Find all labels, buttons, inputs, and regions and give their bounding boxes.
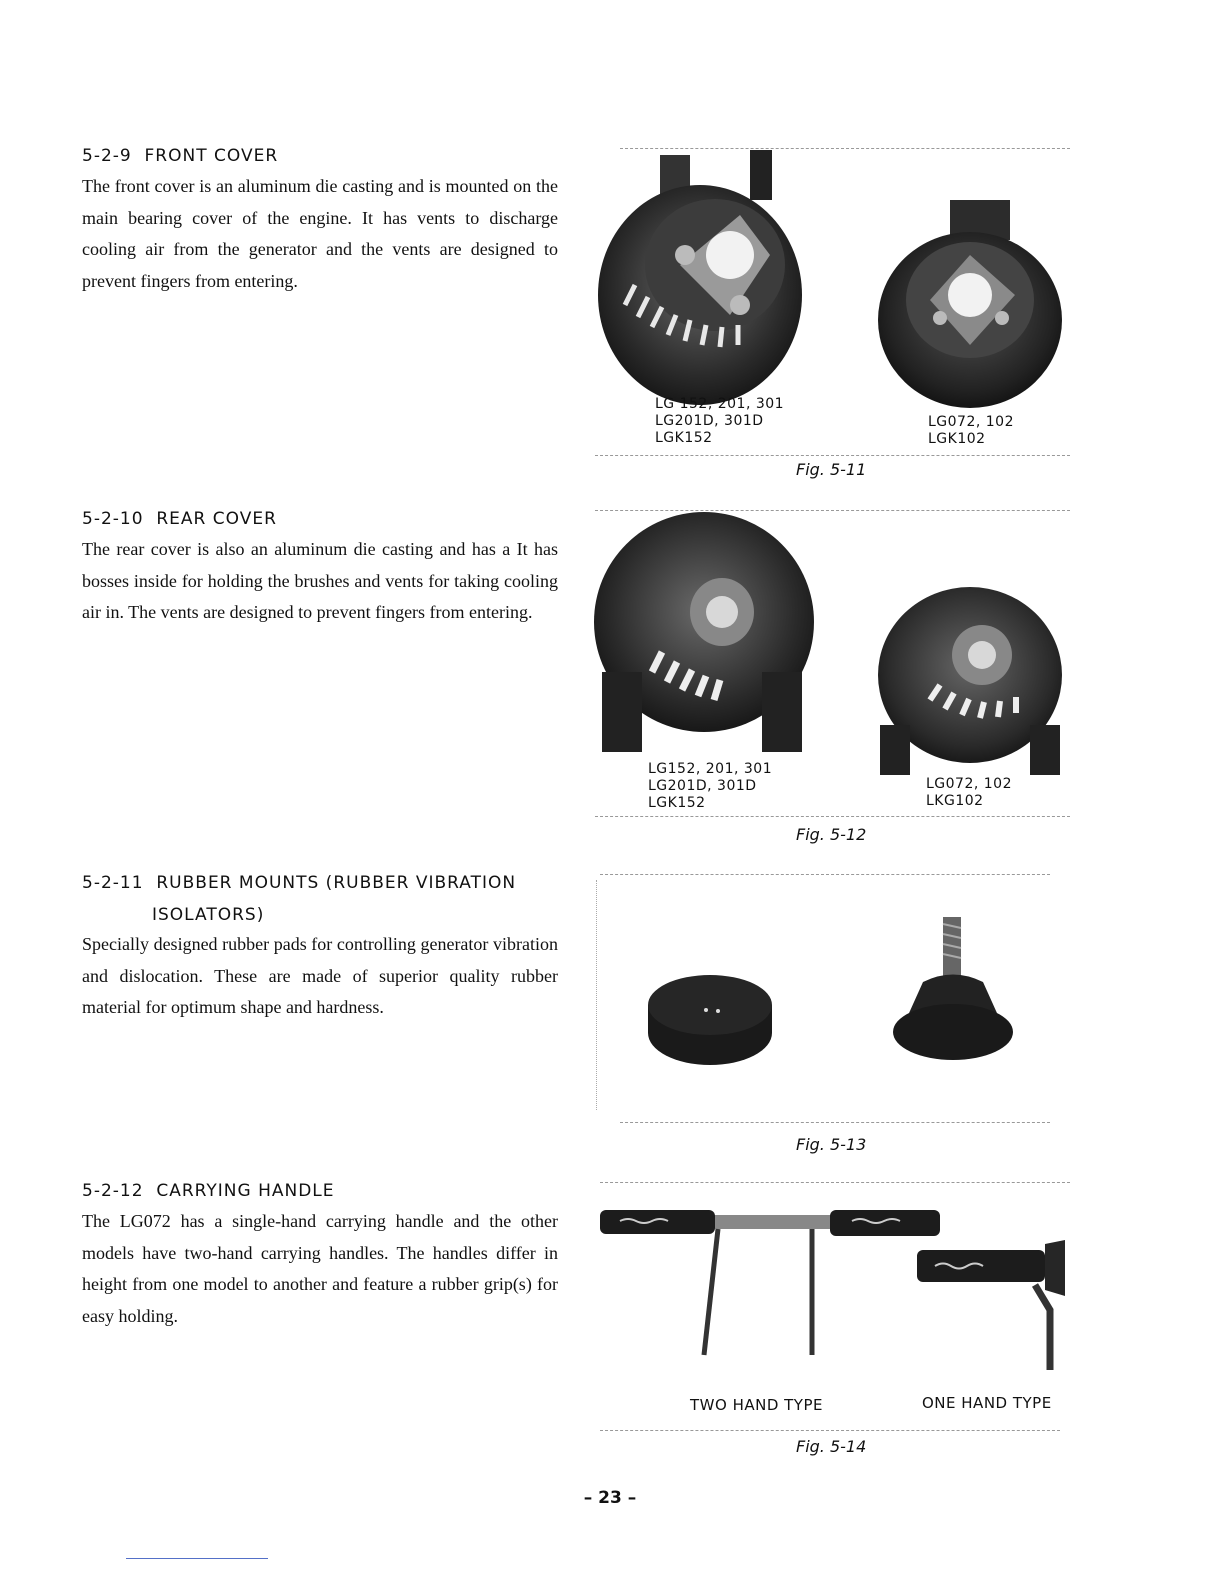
figure-label-left: LG152, 201, 301 LG201D, 301D LGK152 bbox=[648, 761, 773, 811]
footer-rule bbox=[126, 1558, 268, 1559]
figure-border bbox=[600, 874, 1050, 875]
section-heading-front-cover bbox=[82, 146, 278, 166]
two-hand-handle-image bbox=[600, 1205, 945, 1370]
section-title: REAR COVER bbox=[156, 509, 277, 529]
section-number: 5-2-10 bbox=[82, 509, 144, 529]
figure-border bbox=[596, 880, 597, 1110]
rubber-pad-image bbox=[648, 975, 773, 1067]
section-body-carrying-handle: The LG072 has a single-hand carrying handle and the other models have two-hand carrying handles. The handles differ in height from one model to another and feature a rubber grip(s) for easy holding. bbox=[82, 1211, 558, 1326]
section-title-line2: ISOLATORS) bbox=[152, 905, 265, 925]
figure-label-right: LG072, 102 LKG102 bbox=[926, 776, 1012, 809]
figure-label-right: LG072, 102 LGK102 bbox=[928, 414, 1014, 447]
front-cover-large-image bbox=[590, 145, 820, 405]
section-body-front-cover: The front cover is an aluminum die casting and is mounted on the main bearing cover of the engine. It has vents to discharge cooling air from the generator and the vents are designed to prevent fingers from entering. bbox=[82, 176, 558, 291]
section-title: FRONT COVER bbox=[144, 146, 279, 166]
figure-border bbox=[595, 510, 1070, 511]
section-heading-rubber-mounts bbox=[82, 873, 516, 893]
section-number: 5-2-11 bbox=[82, 873, 144, 893]
rear-cover-small-image bbox=[870, 585, 1070, 785]
figure-label-left: LG 152, 201, 301 LG201D, 301D LGK152 bbox=[655, 396, 785, 446]
rear-cover-large-image bbox=[592, 512, 822, 752]
figure-label-left: TWO HAND TYPE bbox=[690, 1396, 823, 1414]
section-title: CARRYING HANDLE bbox=[156, 1181, 335, 1201]
figure-caption: Fig. 5-14 bbox=[796, 1437, 867, 1456]
figure-border bbox=[620, 1122, 1050, 1123]
figure-border bbox=[600, 1430, 1060, 1431]
one-hand-handle-image bbox=[915, 1240, 1065, 1375]
figure-label-right: ONE HAND TYPE bbox=[922, 1394, 1052, 1412]
section-body-rubber-mounts: Specially designed rubber pads for controlling generator vibration and dislocation. These are made of superior quality rubber material for optimum shape and hardness. bbox=[82, 934, 558, 1017]
figure-caption: Fig. 5-13 bbox=[796, 1135, 867, 1154]
figure-border bbox=[595, 455, 1070, 456]
section-heading-carrying-handle bbox=[82, 1181, 335, 1201]
section-heading-rear-cover bbox=[82, 509, 277, 529]
section-title: RUBBER MOUNTS (RUBBER VIBRATION bbox=[156, 873, 517, 893]
page-number: – 23 – bbox=[583, 1488, 637, 1508]
rubber-mount-image bbox=[893, 912, 1018, 1067]
section-number: 5-2-9 bbox=[82, 146, 132, 166]
figure-border bbox=[600, 1182, 1070, 1183]
section-body-rear-cover: The rear cover is also an aluminum die casting and has a It has bosses inside for holding the brushes and vents for taking cooling air in. The vents are designed to prevent fingers from entering. bbox=[82, 539, 558, 622]
figure-border bbox=[595, 816, 1070, 817]
section-number: 5-2-12 bbox=[82, 1181, 144, 1201]
front-cover-small-image bbox=[870, 200, 1070, 410]
figure-caption: Fig. 5-11 bbox=[796, 460, 867, 479]
figure-caption: Fig. 5-12 bbox=[796, 825, 867, 844]
